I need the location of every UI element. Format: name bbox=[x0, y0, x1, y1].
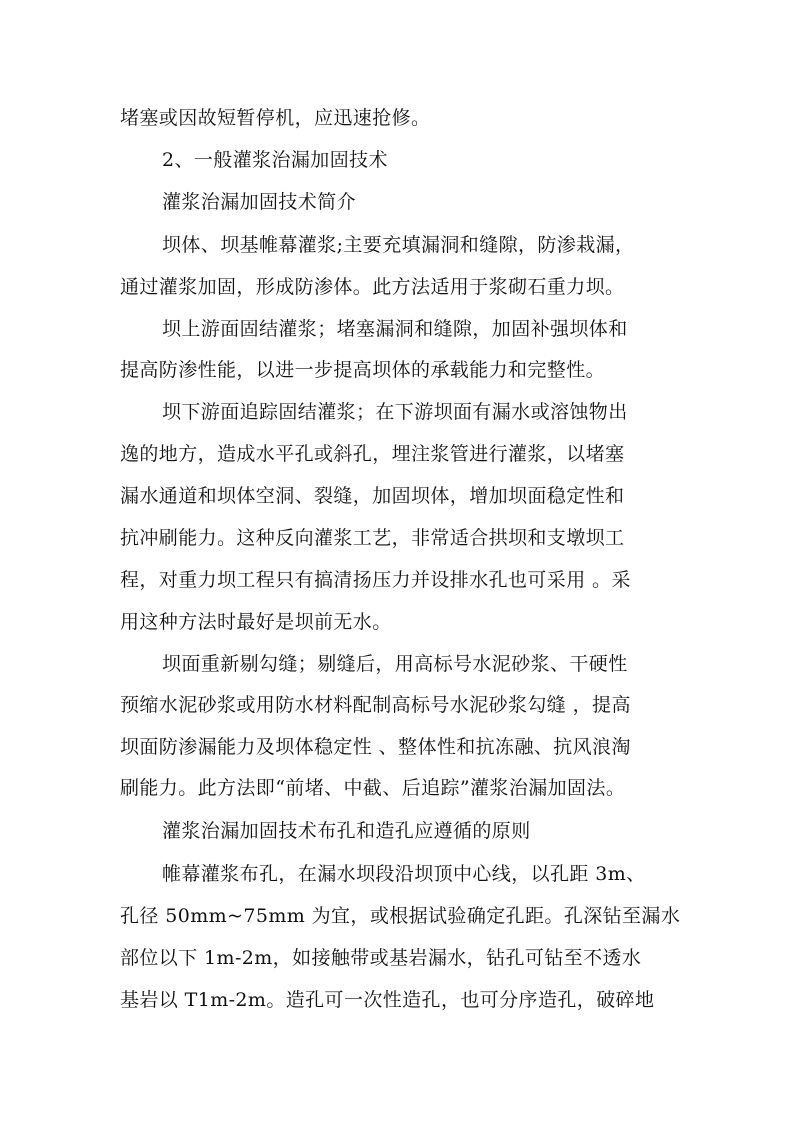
text-line: 坝体、坝基帷幕灌浆;主要充填漏洞和缝隙，防渗栽漏， bbox=[162, 234, 635, 256]
text-line: 逸的地方，造成水平孔或斜孔，埋注浆管进行灌浆，以堵塞 bbox=[120, 443, 625, 465]
subsection-heading: 灌浆治漏加固技术简介 bbox=[162, 191, 357, 213]
subsection-heading: 灌浆治漏加固技术布孔和造孔应遵循的原则 bbox=[162, 820, 531, 842]
text-line: 刷能力。此方法即“前堵、中截、后追踪”灌浆治漏加固法。 bbox=[120, 777, 626, 799]
text-line: 坝面防渗漏能力及坝体稳定性 、整体性和抗冻融、抗风浪淘 bbox=[120, 736, 631, 758]
text-line: 抗冲刷能力。这种反向灌浆工艺，非常适合拱坝和支墩坝工 bbox=[120, 527, 625, 549]
text-line: 程，对重力坝工程只有搞清扬压力并设排水孔也可采用 。采 bbox=[120, 569, 631, 591]
text-line: 用这种方法时最好是坝前无水。 bbox=[120, 611, 392, 633]
text-line: 堵塞或因故短暂停机，应迅速抢修。 bbox=[120, 107, 431, 129]
text-line: 孔径 50mm~75mm 为宜，或根据试验确定孔距。孔深钻至漏水 bbox=[120, 905, 681, 927]
text-line: 帷幕灌浆布孔，在漏水坝段沿坝顶中心线，以孔距 3m、 bbox=[162, 863, 646, 885]
text-line: 通过灌浆加固，形成防渗体。此方法适用于浆砌石重力坝。 bbox=[120, 276, 625, 298]
text-line: 提高防渗性能，以进一步提高坝体的承载能力和完整性。 bbox=[120, 359, 606, 381]
text-line: 漏水通道和坝体空洞、裂缝，加固坝体，增加坝面稳定性和 bbox=[120, 485, 625, 507]
text-line: 坝下游面追踪固结灌浆；在下游坝面有漏水或溶蚀物出 bbox=[162, 401, 628, 423]
text-line: 部位以下 1m-2m，如接触带或基岩漏水，钻孔可钻至不透水 bbox=[120, 947, 642, 969]
text-line: 坝上游面固结灌浆；堵塞漏洞和缝隙，加固补强坝体和 bbox=[162, 318, 628, 340]
text-line: 坝面重新剔勾缝；剔缝后，用高标号水泥砂浆、干硬性 bbox=[162, 653, 628, 675]
section-heading: 2、一般灌浆治漏加固技术 bbox=[162, 149, 388, 171]
text-line: 基岩以 T1m-2m。造孔可一次性造孔，也可分序造孔，破碎地 bbox=[120, 989, 655, 1011]
text-line: 预缩水泥砂浆或用防水材料配制高标号水泥砂浆勾缝 ，提高 bbox=[120, 694, 631, 716]
